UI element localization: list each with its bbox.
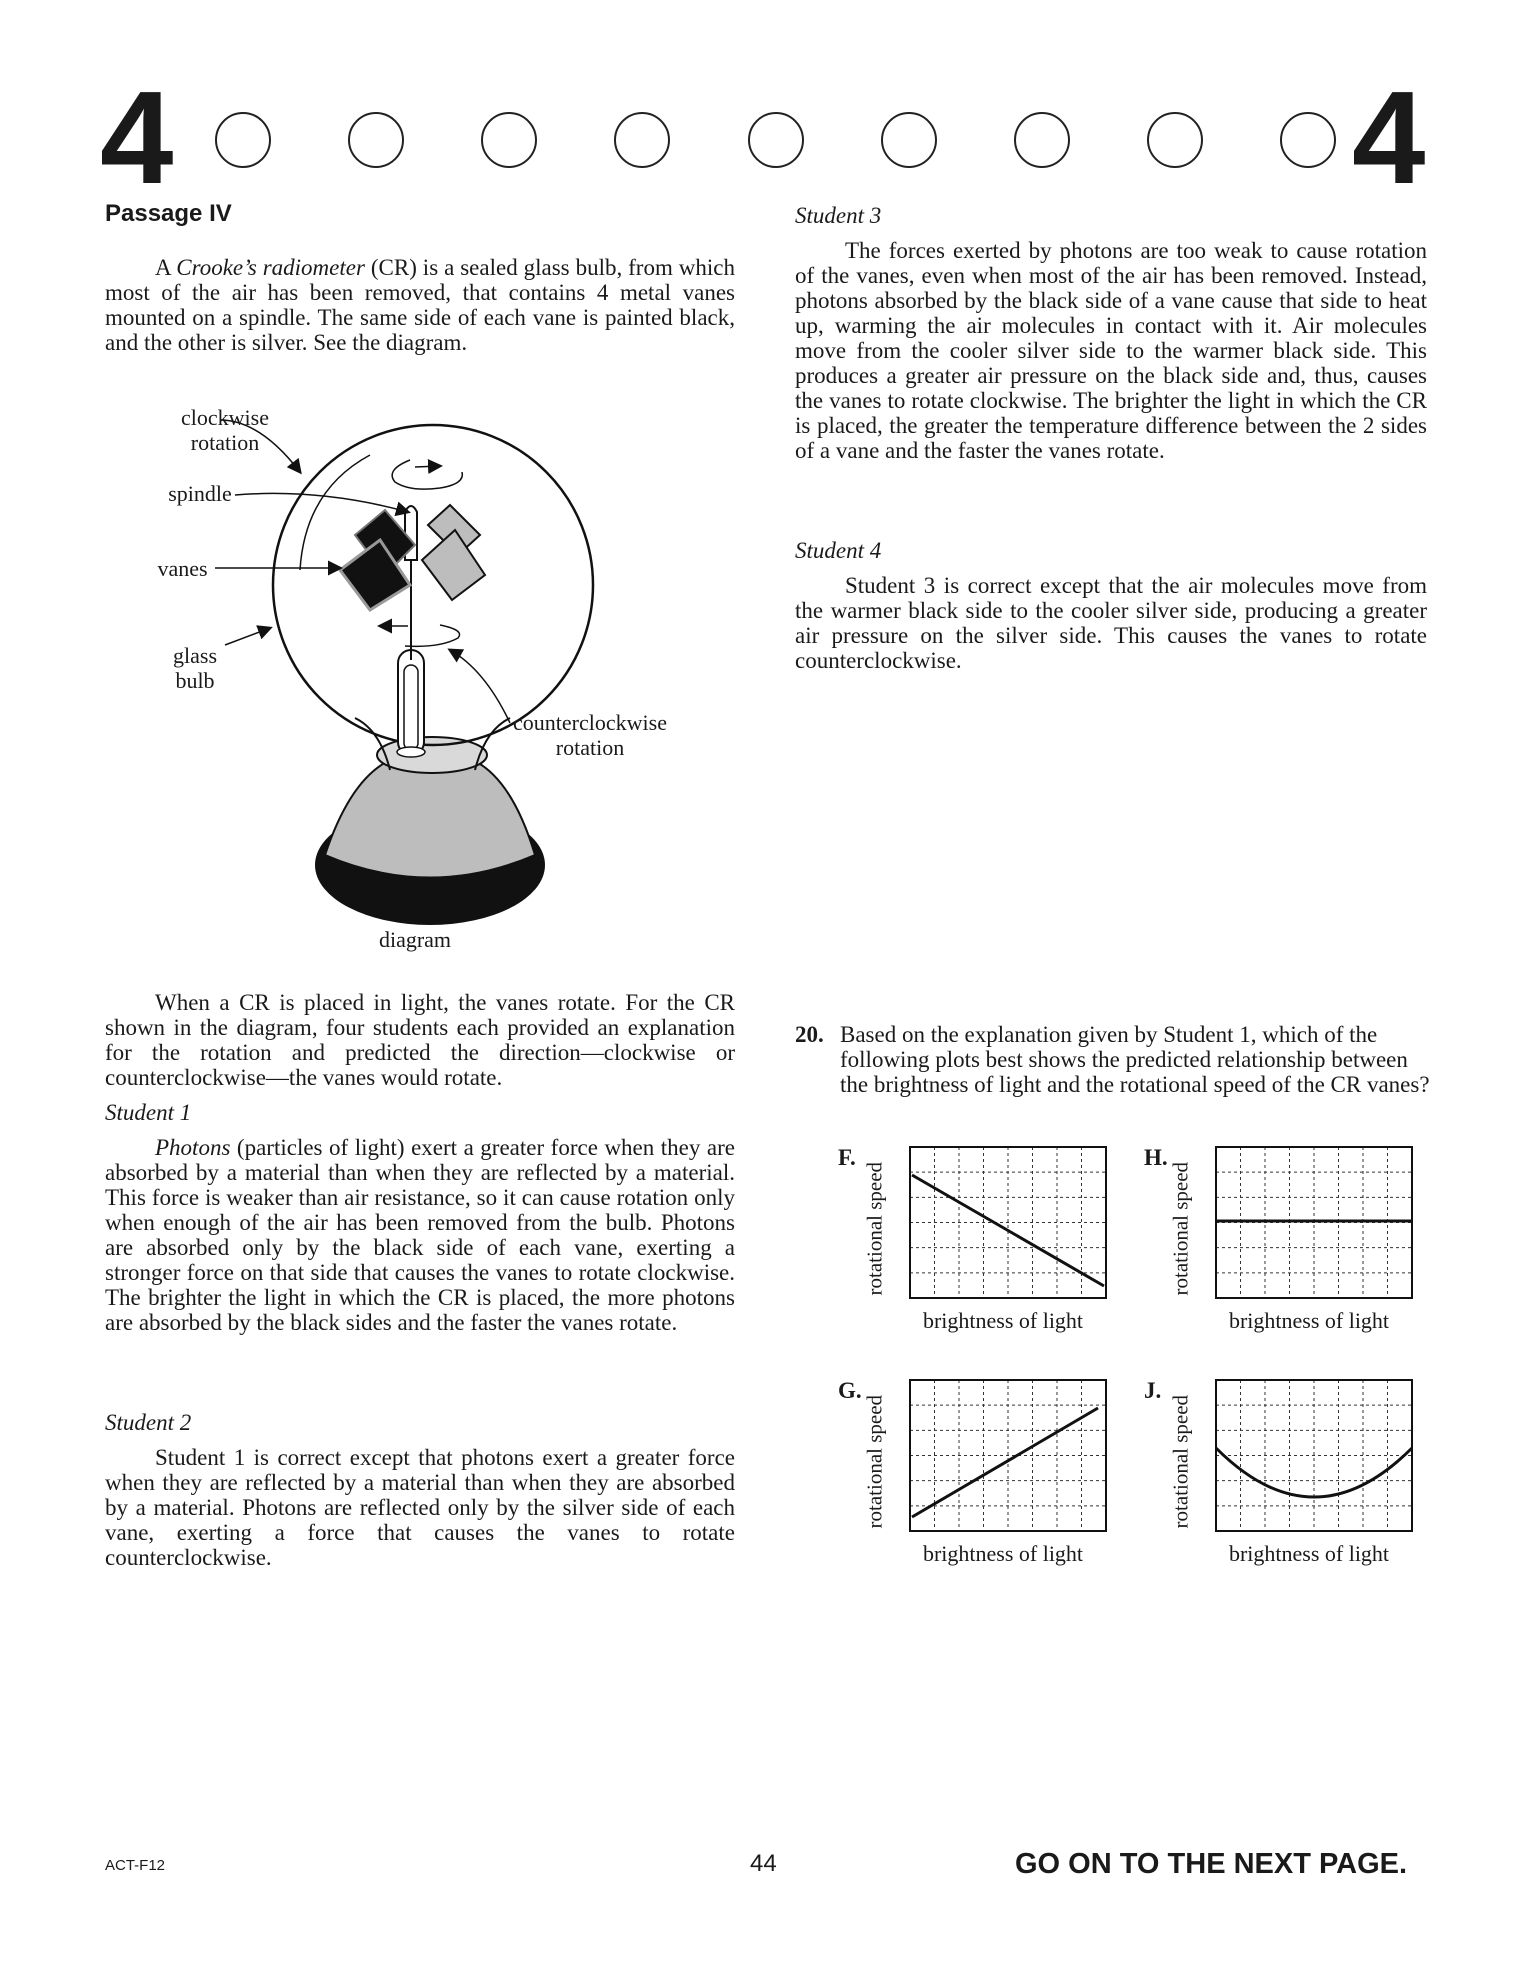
option-j[interactable] (1144, 1378, 1424, 1578)
student-2-heading: Student 2 (105, 1410, 192, 1435)
student-3-heading: Student 3 (795, 203, 882, 228)
radiometer-diagram (140, 400, 740, 952)
header-circle (1280, 112, 1336, 168)
diagram-caption: diagram (378, 927, 452, 952)
plot-g-graph (908, 1378, 1108, 1533)
label-vanes: vanes (157, 556, 208, 581)
plot-j-graph (1214, 1378, 1414, 1533)
question-20 (795, 1022, 1435, 1097)
passage-setup: When a CR is placed in light, the vanes rotate. For the CR shown in the diagram, four students each provided an explanation for the rotation and predicted the direction—clockwise or counterclockwise—the vanes would rotate. (105, 990, 735, 1090)
x-axis-label: brightness of light (922, 1541, 1084, 1566)
header-circle (1014, 112, 1070, 168)
option-f[interactable] (838, 1145, 1118, 1345)
question-text: Based on the explanation given by Student 1, which of the following plots best shows the predicted relationship between the brightness of light and the rotational speed of the CR vanes? (840, 1022, 1430, 1097)
x-axis-label: brightness of light (922, 1308, 1084, 1333)
go-on-notice: GO ON TO THE NEXT PAGE. (1015, 1848, 1408, 1880)
section-number-left: 4 (100, 64, 170, 211)
student-3-text: The forces exerted by photons are too weak to cause rotation of the vanes, even when most of the air has been removed. Instead, photons absorbed by the black side of a vane cause that side to heat up, warming the air molecules in contact with it. Air molecules move from the cooler silver side to the warmer black side. This produces a greater air pressure on the black side and, thus, causes the vanes to rotate clockwise. The brighter the light in which the CR is placed, the greater the temperature difference between the 2 sides of a vane and the faster the vanes rotate. (795, 238, 1427, 463)
plot-f-graph (908, 1145, 1108, 1300)
passage-title: Passage IV (105, 200, 232, 227)
option-letter: F. (838, 1145, 856, 1170)
student-1-text: Photons (particles of light) exert a greater force when they are absorbed by a material than when they are reflected by a material. This force is weaker than air resistance, so it can cause rotation only when enough of the air has been removed from the bulb. Photons are absorbed only by the black side of each vane, exerting a stronger force on that side that causes the vanes to rotate clockwise. The brighter the light in which the CR is placed, the more photons are absorbed by the black sides and the faster the vanes rotate. (105, 1135, 735, 1335)
page-number: 44 (750, 1850, 777, 1877)
y-axis-label: rotational speed (862, 1394, 887, 1529)
student-1-heading: Student 1 (105, 1100, 192, 1125)
section-number-right: 4 (1352, 64, 1422, 211)
plot-curve (912, 1408, 1098, 1517)
header-circle (881, 112, 937, 168)
student-4-heading: Student 4 (795, 538, 882, 563)
option-g[interactable] (838, 1378, 1118, 1578)
option-letter: J. (1144, 1378, 1162, 1403)
student-4-text: Student 3 is correct except that the air molecules move from the warmer black side to the cooler silver side, producing a greater air pressure on the silver side. This causes the vanes to rotate counterclockwise. (795, 573, 1427, 673)
label-counterclockwise-rotation: counterclockwise rotation (513, 710, 667, 760)
option-h[interactable] (1144, 1145, 1424, 1345)
header-circle (748, 112, 804, 168)
y-axis-label: rotational speed (1168, 1161, 1193, 1296)
form-code: ACT-F12 (105, 1857, 166, 1874)
label-spindle: spindle (168, 481, 232, 506)
y-axis-label: rotational speed (862, 1161, 887, 1296)
y-axis-label: rotational speed (1168, 1394, 1193, 1529)
header-circle (1147, 112, 1203, 168)
header-circle (481, 112, 537, 168)
x-axis-label: brightness of light (1228, 1541, 1390, 1566)
header-circle (614, 112, 670, 168)
option-letter: H. (1144, 1145, 1168, 1170)
intro-term: Crooke’s radiometer (176, 255, 365, 280)
header-circle (215, 112, 271, 168)
option-letter: G. (838, 1378, 862, 1403)
student-2-text: Student 1 is correct except that photons exert a greater force when they are reflected by a material than when they are absorbed by a material. Photons are reflected only by the silver side of each vane, exerting a force that causes the vanes to rotate counterclockwise. (105, 1445, 735, 1570)
label-clockwise-rotation: clockwise rotation (181, 405, 269, 455)
plot-h-graph (1214, 1145, 1414, 1300)
header-circle (348, 112, 404, 168)
question-number: 20. (795, 1022, 824, 1047)
passage-intro: A Crooke’s radiometer (CR) is a sealed glass bulb, from which most of the air has been removed, that contains 4 metal vanes mounted on a spindle. The same side of each vane is painted black, and the other is silver. See the diagram. (105, 255, 735, 355)
label-glass-bulb: glass bulb (173, 643, 217, 693)
x-axis-label: brightness of light (1228, 1308, 1390, 1333)
